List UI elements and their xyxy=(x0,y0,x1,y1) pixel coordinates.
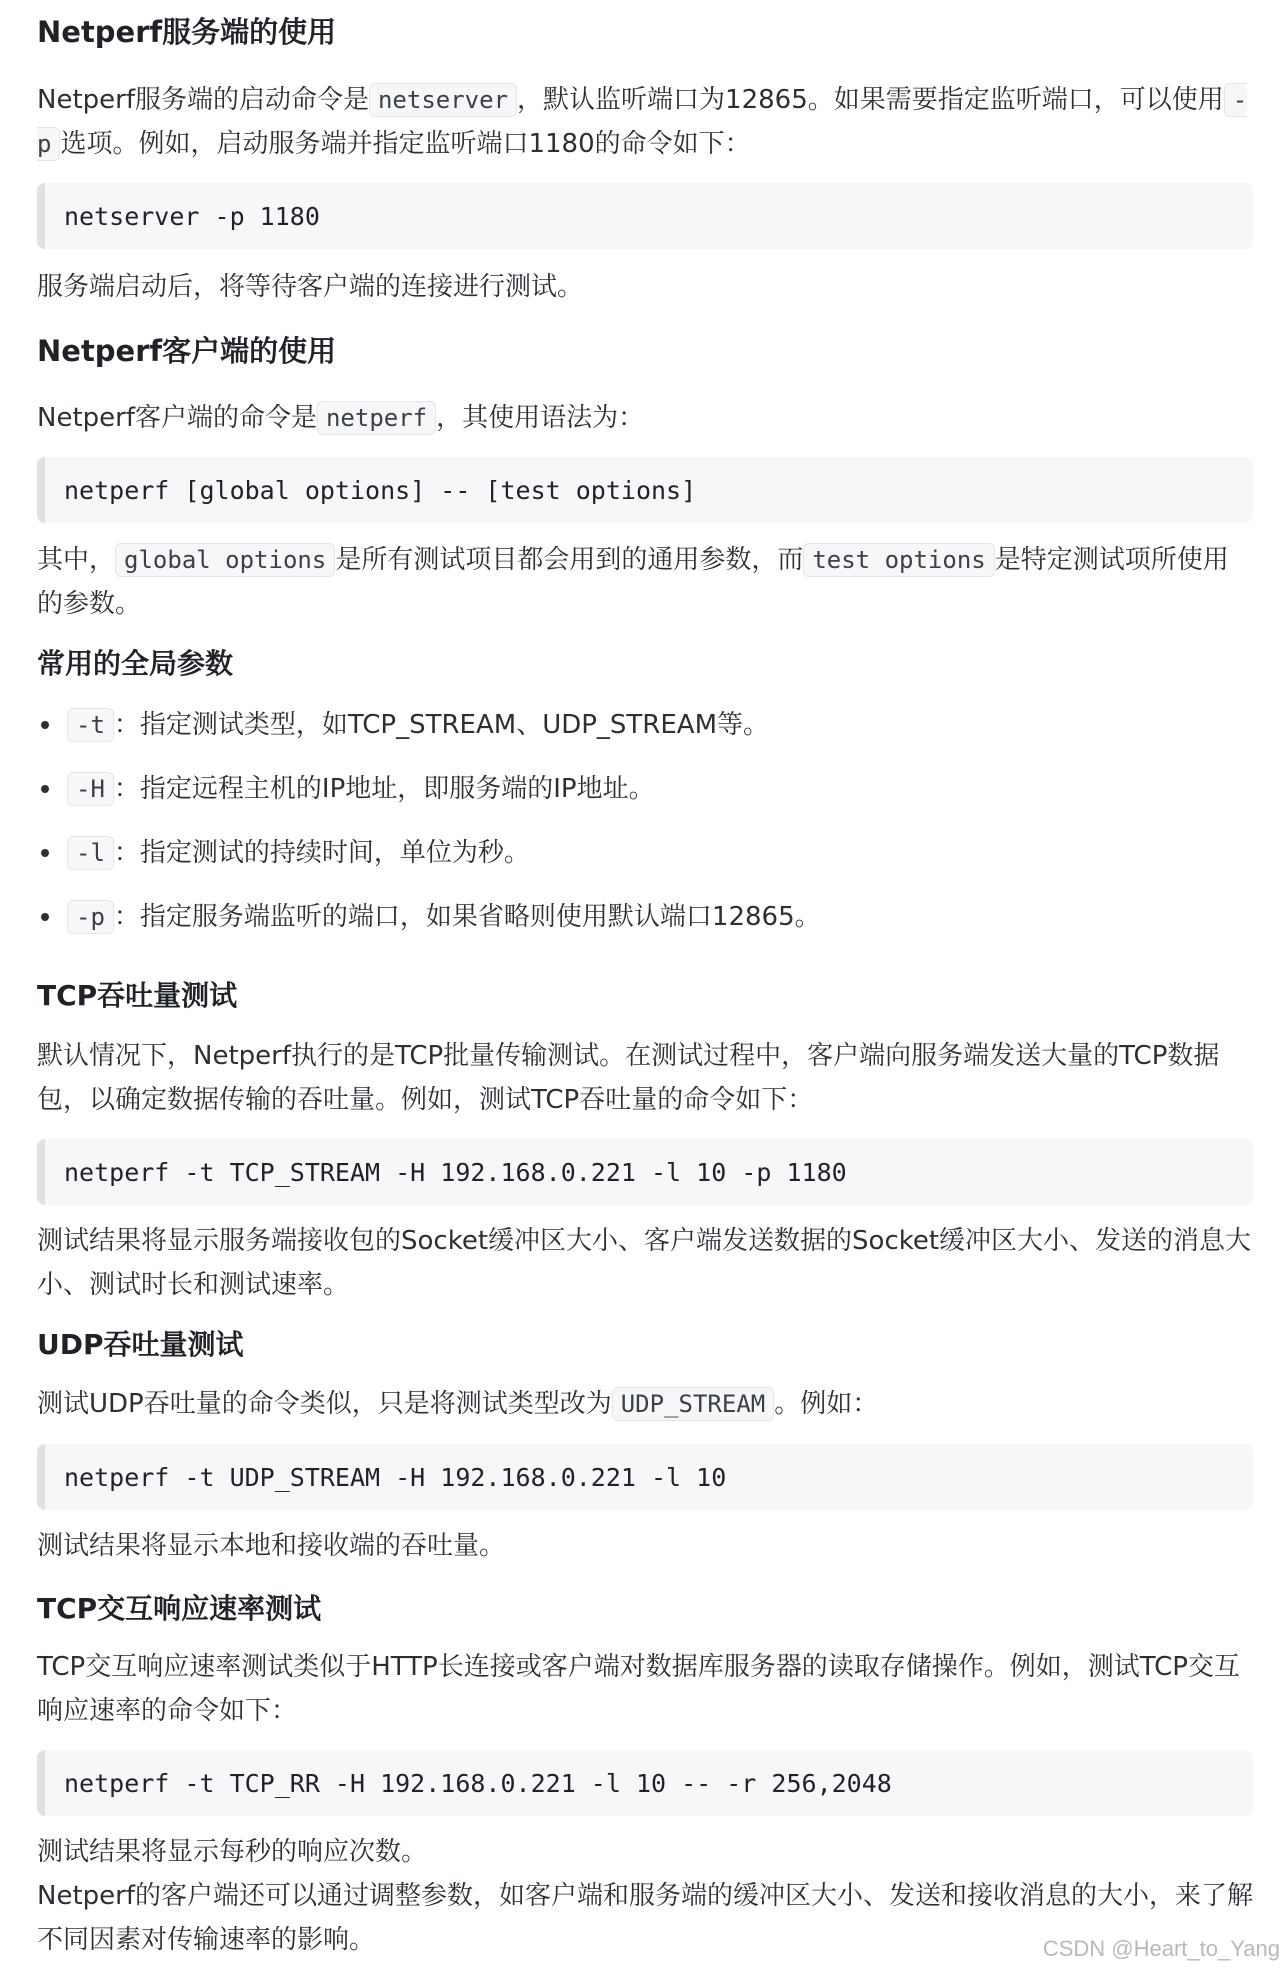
flag-inline: -t xyxy=(67,708,114,742)
global-params-heading: 常用的全局参数 xyxy=(37,647,234,680)
client-heading: Netperf客户端的使用 xyxy=(37,334,337,368)
client-explain-text-3: 是特定测试项所使用的参数。 xyxy=(37,545,1229,619)
udp-stream-intro xyxy=(37,1382,878,1426)
tcp-stream-heading: TCP吞吐量测试 xyxy=(37,979,238,1012)
server-after: 服务端启动后，将等待客户端的连接进行测试。 xyxy=(37,272,584,302)
tcp-rr-after-2: Netperf的客户端还可以通过调整参数，如客户端和服务端的缓冲区大小、发送和接收消息的大小，来了解不同因素对传输速率的影响。 xyxy=(37,1881,1253,1955)
list-item xyxy=(37,831,1253,895)
client-explain xyxy=(37,538,1253,626)
bullet-icon xyxy=(41,721,49,729)
server-heading: Netperf服务端的使用 xyxy=(37,15,337,49)
client-explain-text-1: 其中， xyxy=(37,545,116,575)
tcp-rr-after-1: 测试结果将显示每秒的响应次数。 xyxy=(37,1837,428,1867)
server-intro-text-3: 选项。例如，启动服务端并指定监听端口1180的命令如下： xyxy=(60,129,751,159)
list-item-text: ：指定测试的持续时间，单位为秒。 xyxy=(113,838,530,868)
tcp-rr-heading: TCP交互响应速率测试 xyxy=(37,1592,322,1625)
bullet-icon xyxy=(41,785,49,793)
udp-stream-intro-text-2: 。例如： xyxy=(774,1389,879,1419)
client-explain-text-2: 是所有测试项目都会用到的通用参数，而 xyxy=(335,545,804,575)
bullet-icon xyxy=(41,849,49,857)
flag-inline: -l xyxy=(67,836,114,870)
server-code-block[interactable]: netserver -p 1180 xyxy=(37,183,1253,249)
server-intro-text-1: Netperf服务端的启动命令是 xyxy=(37,85,369,115)
udp-stream-intro-text-1: 测试UDP吞吐量的命令类似，只是将测试类型改为 xyxy=(37,1389,612,1419)
flag-inline: -H xyxy=(67,772,114,806)
csdn-watermark: CSDN @Heart_to_Yang xyxy=(1042,1936,1280,1961)
flag-inline: -p xyxy=(67,900,114,934)
server-cmd-inline: netserver xyxy=(369,83,517,117)
list-item xyxy=(37,703,1253,767)
udp-stream-after: 测试结果将显示本地和接收端的吞吐量。 xyxy=(37,1531,506,1561)
client-code-block[interactable]: netperf [global options] -- [test options] xyxy=(37,457,1253,523)
bullet-icon xyxy=(41,913,49,921)
test-options-inline: test options xyxy=(803,543,994,577)
tcp-stream-code-block[interactable]: netperf -t TCP_STREAM -H 192.168.0.221 -l 10 -p 1180 xyxy=(37,1139,1253,1205)
server-intro xyxy=(37,78,1253,166)
udp-stream-code-block[interactable]: netperf -t UDP_STREAM -H 192.168.0.221 -l 10 xyxy=(37,1444,1253,1510)
list-item-text: ：指定测试类型，如TCP_STREAM、UDP_STREAM等。 xyxy=(113,710,770,740)
tcp-stream-intro: 默认情况下，Netperf执行的是TCP批量传输测试。在测试过程中，客户端向服务端发送大量的TCP数据包，以确定数据传输的吞吐量。例如，测试TCP吞吐量的命令如下： xyxy=(37,1041,1220,1115)
list-item xyxy=(37,895,1253,959)
udp-stream-heading: UDP吞吐量测试 xyxy=(37,1328,244,1361)
client-intro-text-1: Netperf客户端的命令是 xyxy=(37,403,317,433)
udp-stream-type-inline: UDP_STREAM xyxy=(612,1387,775,1421)
client-intro xyxy=(37,396,644,440)
tcp-stream-after: 测试结果将显示服务端接收包的Socket缓冲区大小、客户端发送数据的Socket缓冲区大小、发送的消息大小、测试时长和测试速率。 xyxy=(37,1226,1252,1300)
list-item-text: ：指定服务端监听的端口，如果省略则使用默认端口12865。 xyxy=(113,902,821,932)
client-cmd-inline: netperf xyxy=(317,401,436,435)
list-item-text: ：指定远程主机的IP地址，即服务端的IP地址。 xyxy=(113,774,655,804)
server-intro-text-2: ，默认监听端口为12865。如果需要指定监听端口，可以使用 xyxy=(517,85,1224,115)
tcp-rr-code-block[interactable]: netperf -t TCP_RR -H 192.168.0.221 -l 10 -- -r 256,2048 xyxy=(37,1750,1253,1816)
list-item xyxy=(37,767,1253,831)
global-options-inline: global options xyxy=(115,543,335,577)
global-params-list xyxy=(37,703,1253,959)
tcp-rr-intro: TCP交互响应速率测试类似于HTTP长连接或客户端对数据库服务器的读取存储操作。例如，测试TCP交互响应速率的命令如下： xyxy=(37,1652,1240,1726)
server-opt-p-inline: -p xyxy=(37,83,1247,161)
client-intro-text-2: ，其使用语法为： xyxy=(436,403,645,433)
